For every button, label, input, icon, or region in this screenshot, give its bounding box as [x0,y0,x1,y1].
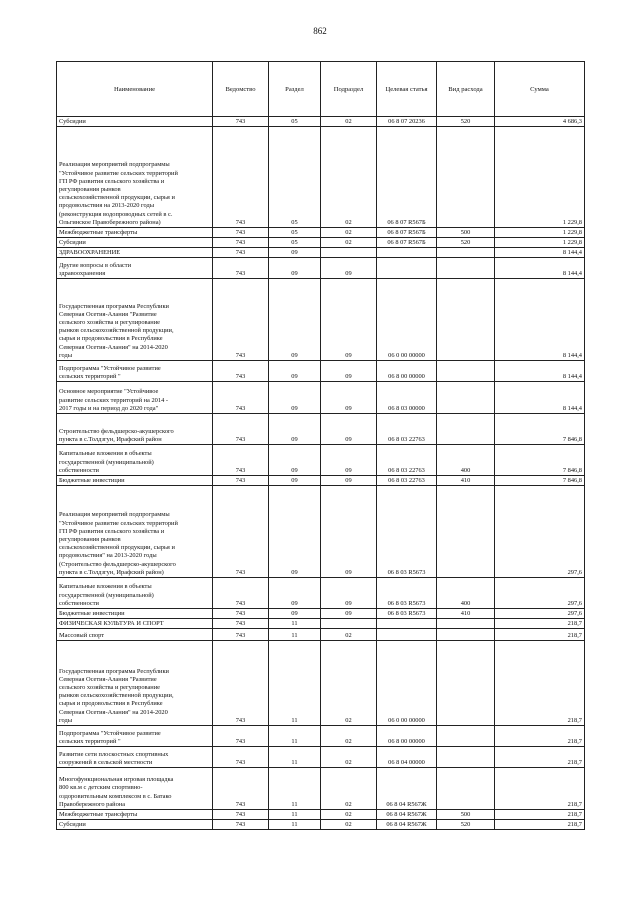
cell-subsection: 09 [321,445,377,476]
cell-expense-type: 410 [437,609,495,619]
cell-expense-type [437,361,495,382]
cell-subsection [321,619,377,629]
table-row [57,629,585,641]
cell-section: 11 [269,619,321,629]
cell-amount: 7 846,8 [495,414,585,445]
cell-department: 743 [213,361,269,382]
cell-subsection: 02 [321,127,377,228]
cell-amount: 218,7 [495,629,585,641]
cell-expense-type [437,641,495,726]
table-row [57,476,585,486]
cell-section: 09 [269,609,321,619]
table-row [57,414,585,445]
table-row [57,726,585,747]
cell-section: 09 [269,258,321,279]
budget-table [56,61,585,830]
cell-name: Массовый спорт [57,629,213,641]
cell-target-item: 06 8 04 R567Ж [377,820,437,830]
cell-amount: 218,7 [495,726,585,747]
col-header-name: Наименование [57,62,213,117]
cell-name: Государственная программа Республики Северная Осетия-Алания "Развитие сельского хозяйства и регулирование рынков сельскохозяйственной продукции, сырья и продовольствия в Республике Северная Осетия-Алания" на 2014-2020 годы [57,641,213,726]
cell-department: 743 [213,629,269,641]
cell-amount: 8 144,4 [495,248,585,258]
cell-target-item: 06 8 00 00000 [377,726,437,747]
cell-section: 09 [269,486,321,578]
cell-department: 743 [213,820,269,830]
cell-department: 743 [213,578,269,609]
table-row [57,445,585,476]
cell-subsection: 09 [321,361,377,382]
cell-subsection: 02 [321,228,377,238]
cell-expense-type [437,486,495,578]
cell-section: 11 [269,768,321,810]
cell-target-item: 06 8 07 R567Б [377,127,437,228]
table-row [57,486,585,578]
cell-subsection: 09 [321,486,377,578]
cell-department: 743 [213,476,269,486]
cell-expense-type [437,747,495,768]
cell-section: 09 [269,578,321,609]
cell-subsection: 09 [321,476,377,486]
cell-target-item: 06 8 03 22763 [377,414,437,445]
cell-section: 11 [269,810,321,820]
table-row [57,382,585,414]
cell-amount: 218,7 [495,768,585,810]
cell-target-item [377,248,437,258]
cell-subsection: 02 [321,820,377,830]
cell-name: Многофункциональная игровая площадка 800 кв.м с детским спортивно- оздоровительным комплексом в с. Батако Правобережного района [57,768,213,810]
cell-subsection: 09 [321,382,377,414]
cell-section: 05 [269,117,321,127]
table-row [57,810,585,820]
cell-subsection: 02 [321,238,377,248]
cell-amount: 7 846,8 [495,476,585,486]
cell-expense-type: 400 [437,445,495,476]
table-row [57,279,585,361]
cell-name: Бюджетные инвестиции [57,609,213,619]
cell-amount: 7 846,8 [495,445,585,476]
col-header-expense-type: Вид расхода [437,62,495,117]
cell-section: 11 [269,629,321,641]
table-row [57,117,585,127]
cell-amount: 218,7 [495,810,585,820]
cell-name: Субсидии [57,820,213,830]
cell-amount: 218,7 [495,641,585,726]
cell-section: 09 [269,248,321,258]
cell-amount: 8 144,4 [495,361,585,382]
cell-amount: 1 229,8 [495,228,585,238]
cell-section: 09 [269,382,321,414]
cell-department: 743 [213,258,269,279]
cell-section: 05 [269,228,321,238]
cell-name: Субсидии [57,238,213,248]
cell-subsection: 02 [321,810,377,820]
cell-name: ФИЗИЧЕСКАЯ КУЛЬТУРА И СПОРТ [57,619,213,629]
cell-department: 743 [213,810,269,820]
cell-expense-type [437,629,495,641]
cell-department: 743 [213,127,269,228]
cell-target-item [377,619,437,629]
cell-amount: 1 229,8 [495,127,585,228]
cell-department: 743 [213,248,269,258]
cell-target-item: 06 8 03 R5673 [377,578,437,609]
cell-target-item: 06 0 00 00000 [377,641,437,726]
cell-target-item [377,258,437,279]
cell-department: 743 [213,609,269,619]
cell-subsection: 02 [321,726,377,747]
table-row [57,258,585,279]
cell-department: 743 [213,414,269,445]
cell-expense-type: 400 [437,578,495,609]
cell-expense-type [437,768,495,810]
cell-amount: 218,7 [495,619,585,629]
table-row [57,578,585,609]
cell-name: Развитие сети плоскостных спортивных сооружений в сельской местности [57,747,213,768]
cell-section: 05 [269,238,321,248]
cell-amount: 297,6 [495,578,585,609]
cell-section: 09 [269,445,321,476]
cell-amount: 297,6 [495,486,585,578]
col-header-subsection: Подраздел [321,62,377,117]
cell-expense-type [437,726,495,747]
cell-target-item: 06 8 03 R5673 [377,609,437,619]
page-number: 862 [313,26,327,36]
cell-amount: 8 144,4 [495,279,585,361]
table-row [57,248,585,258]
cell-department: 743 [213,768,269,810]
cell-section: 11 [269,747,321,768]
cell-target-item [377,629,437,641]
col-header-department: Ведомство [213,62,269,117]
cell-target-item: 06 8 04 00000 [377,747,437,768]
cell-expense-type [437,414,495,445]
cell-amount: 8 144,4 [495,258,585,279]
cell-amount: 1 229,8 [495,238,585,248]
cell-target-item: 06 8 03 R5673 [377,486,437,578]
cell-department: 743 [213,279,269,361]
table-header-row [57,62,585,117]
table-row [57,238,585,248]
table-row [57,127,585,228]
cell-section: 09 [269,279,321,361]
cell-name: Реализация мероприятий подпрограммы "Устойчивое развитие сельских территорий ГП РФ развития сельского хозяйства и регулирования рынков сельскохозяйственной продукции, сырья и продовольствия" на 2013-2020 годы (Строительство фельдшерско-акушерского пункта в с.Толдзгун, Ирафский район) [57,486,213,578]
table-row [57,609,585,619]
cell-expense-type [437,279,495,361]
cell-subsection: 02 [321,629,377,641]
cell-name: Реализация мероприятий подпрограммы "Устойчивое развитие сельских территорий ГП РФ развития сельского хозяйства и регулирования рынков сельскохозяйственной продукции, сырья и продовольствия на 2013-2020 годы (реконструкция водопроводных сетей в с. Ольгинское Правобережного района) [57,127,213,228]
cell-subsection: 02 [321,768,377,810]
cell-department: 743 [213,619,269,629]
cell-department: 743 [213,747,269,768]
cell-target-item: 06 8 03 22763 [377,476,437,486]
cell-subsection: 09 [321,279,377,361]
cell-section: 09 [269,414,321,445]
cell-target-item: 06 8 03 22763 [377,445,437,476]
cell-name: Государственная программа Республики Северная Осетия-Алания "Развитие сельского хозяйства и регулирование рынков сельскохозяйственной продукции, сырья и продовольствия в Республике Северная Осетия-Алания" на 2014-2020 годы [57,279,213,361]
cell-expense-type [437,619,495,629]
cell-target-item: 06 8 03 00000 [377,382,437,414]
table-row [57,641,585,726]
col-header-target-item: Целевая статья [377,62,437,117]
cell-expense-type [437,127,495,228]
cell-name: Субсидии [57,117,213,127]
cell-name: Бюджетные инвестиции [57,476,213,486]
col-header-amount: Сумма [495,62,585,117]
cell-name: Строительство фельдшерско-акушерского пункта в с.Толдзгун, Ирафский район [57,414,213,445]
cell-department: 743 [213,228,269,238]
cell-name: Капитальные вложения в объекты государственной (муниципальной) собственности [57,445,213,476]
cell-target-item: 06 8 04 R567Ж [377,810,437,820]
cell-subsection: 02 [321,747,377,768]
cell-name: Основное мероприятие "Устойчивое развитие сельских территорий на 2014 - 2017 годы и на период до 2020 года" [57,382,213,414]
cell-section: 09 [269,476,321,486]
cell-subsection: 02 [321,641,377,726]
cell-subsection [321,248,377,258]
cell-amount: 218,7 [495,820,585,830]
cell-section: 11 [269,726,321,747]
cell-expense-type: 410 [437,476,495,486]
cell-name: Межбюджетные трансферты [57,228,213,238]
cell-name: Подпрограмма "Устойчивое развитие сельских территорий " [57,361,213,382]
cell-expense-type [437,248,495,258]
cell-section: 09 [269,361,321,382]
cell-target-item: 06 8 00 00000 [377,361,437,382]
cell-department: 743 [213,726,269,747]
table-row [57,820,585,830]
cell-name: Другие вопросы в области здравоохранения [57,258,213,279]
cell-expense-type [437,258,495,279]
cell-section: 11 [269,641,321,726]
cell-expense-type: 520 [437,117,495,127]
cell-subsection: 09 [321,578,377,609]
cell-amount: 8 144,4 [495,382,585,414]
cell-target-item: 06 8 07 20236 [377,117,437,127]
cell-amount: 297,6 [495,609,585,619]
cell-department: 743 [213,382,269,414]
cell-name: Межбюджетные трансферты [57,810,213,820]
cell-expense-type: 520 [437,238,495,248]
cell-expense-type [437,382,495,414]
cell-name: Капитальные вложения в объекты государственной (муниципальной) собственности [57,578,213,609]
cell-subsection: 09 [321,258,377,279]
cell-department: 743 [213,445,269,476]
cell-target-item: 06 0 00 00000 [377,279,437,361]
cell-subsection: 09 [321,414,377,445]
cell-name: ЗДРАВООХРАНЕНИЕ [57,248,213,258]
table-row [57,361,585,382]
cell-expense-type: 500 [437,228,495,238]
cell-expense-type: 500 [437,810,495,820]
cell-section: 11 [269,820,321,830]
cell-expense-type: 520 [437,820,495,830]
cell-amount: 4 686,3 [495,117,585,127]
cell-subsection: 09 [321,609,377,619]
table-row [57,768,585,810]
col-header-section: Раздел [269,62,321,117]
cell-subsection: 02 [321,117,377,127]
cell-target-item: 06 8 07 R567Б [377,238,437,248]
cell-department: 743 [213,486,269,578]
cell-department: 743 [213,238,269,248]
cell-target-item: 06 8 04 R567Ж [377,768,437,810]
cell-target-item: 06 8 07 R567Б [377,228,437,238]
cell-name: Подпрограмма "Устойчивое развитие сельских территорий " [57,726,213,747]
table-row [57,619,585,629]
cell-amount: 218,7 [495,747,585,768]
table-row [57,747,585,768]
cell-department: 743 [213,117,269,127]
table-row [57,228,585,238]
cell-department: 743 [213,641,269,726]
cell-section: 05 [269,127,321,228]
